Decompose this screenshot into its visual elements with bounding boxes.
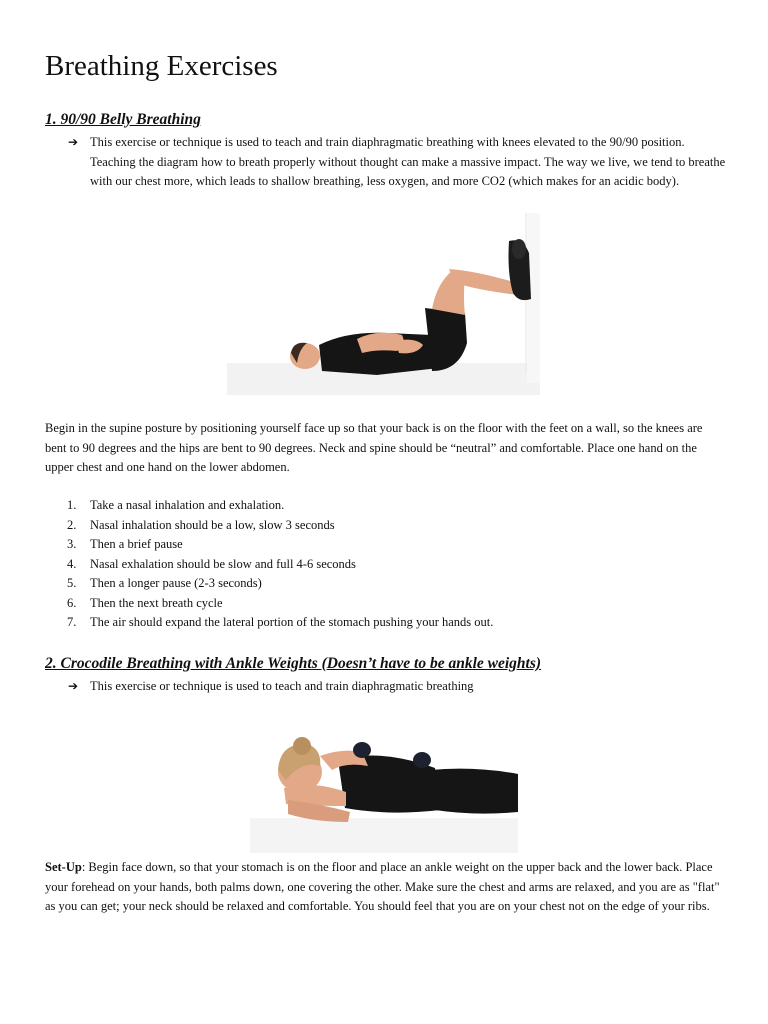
section-1-bullet	[68, 133, 728, 192]
supine-breathing-photo	[227, 213, 540, 395]
prone-crocodile-breathing-photo	[250, 700, 518, 853]
step-item: 5. Then a longer pause (2-3 seconds)	[67, 576, 262, 590]
step-item: 6. Then the next breath cycle	[67, 595, 223, 610]
step-item: 1. Take a nasal inhalation and exhalation.	[67, 498, 285, 512]
setup-label: Set-Up	[45, 860, 82, 874]
step-item: 3. Then a brief pause	[67, 537, 183, 551]
step-item: 7. The air should expand the lateral portion of the stomach pushing your hands out.	[67, 615, 494, 629]
setup-text: : Begin face down, so that your stomach is on the floor and place an ankle weight on the upper back and the lower back. Place your forehead on your hands, both palms down, one covering the other. Make sure the chest and arms are relaxed, and you are as "flat" as you can get; your neck should be relaxed and comfortable. You should feel that you are on your chest not on the edge of your ribs.	[45, 860, 720, 913]
step-item: 4. Nasal exhalation should be slow and full 4-6 seconds	[67, 556, 356, 571]
section-1-heading: 1. 90/90 Belly Breathing	[45, 111, 201, 128]
arrow-bullet-icon: ➔	[68, 135, 79, 149]
section-2-bullet	[68, 677, 728, 697]
section-1-paragraph: Begin in the supine posture by positioning yourself face up so that your back is on the floor with the feet on a wall, so the knees are bent to 90 degrees and the hips are bent to 90 degrees. Neck and spine should be “neutral” and comfortable. Place one hand on the upper chest and one hand on the lower abdomen.	[45, 421, 703, 474]
arrow-bullet-icon: ➔	[68, 679, 79, 693]
page-title: Breathing Exercises	[45, 50, 278, 82]
section-1-bullet-text: This exercise or technique is used to teach and train diaphragmatic breathing with knees elevated to the 90/90 position. Teaching the diagram how to breath properly without thought can make a massive impact. The way we live, we tend to breathe with our chest more, which leads to shallow breathing, less oxygen, and more CO2 (which makes for an acidic body).	[90, 135, 726, 188]
breathing-steps-list	[45, 496, 725, 633]
section-2-bullet-text: This exercise or technique is used to teach and train diaphragmatic breathing	[90, 679, 474, 693]
setup-paragraph	[45, 858, 725, 917]
step-item: 2. Nasal inhalation should be a low, slow 3 seconds	[67, 517, 335, 532]
section-2-heading: 2. Crocodile Breathing with Ankle Weights (Doesn’t have to be ankle weights)	[45, 655, 542, 672]
